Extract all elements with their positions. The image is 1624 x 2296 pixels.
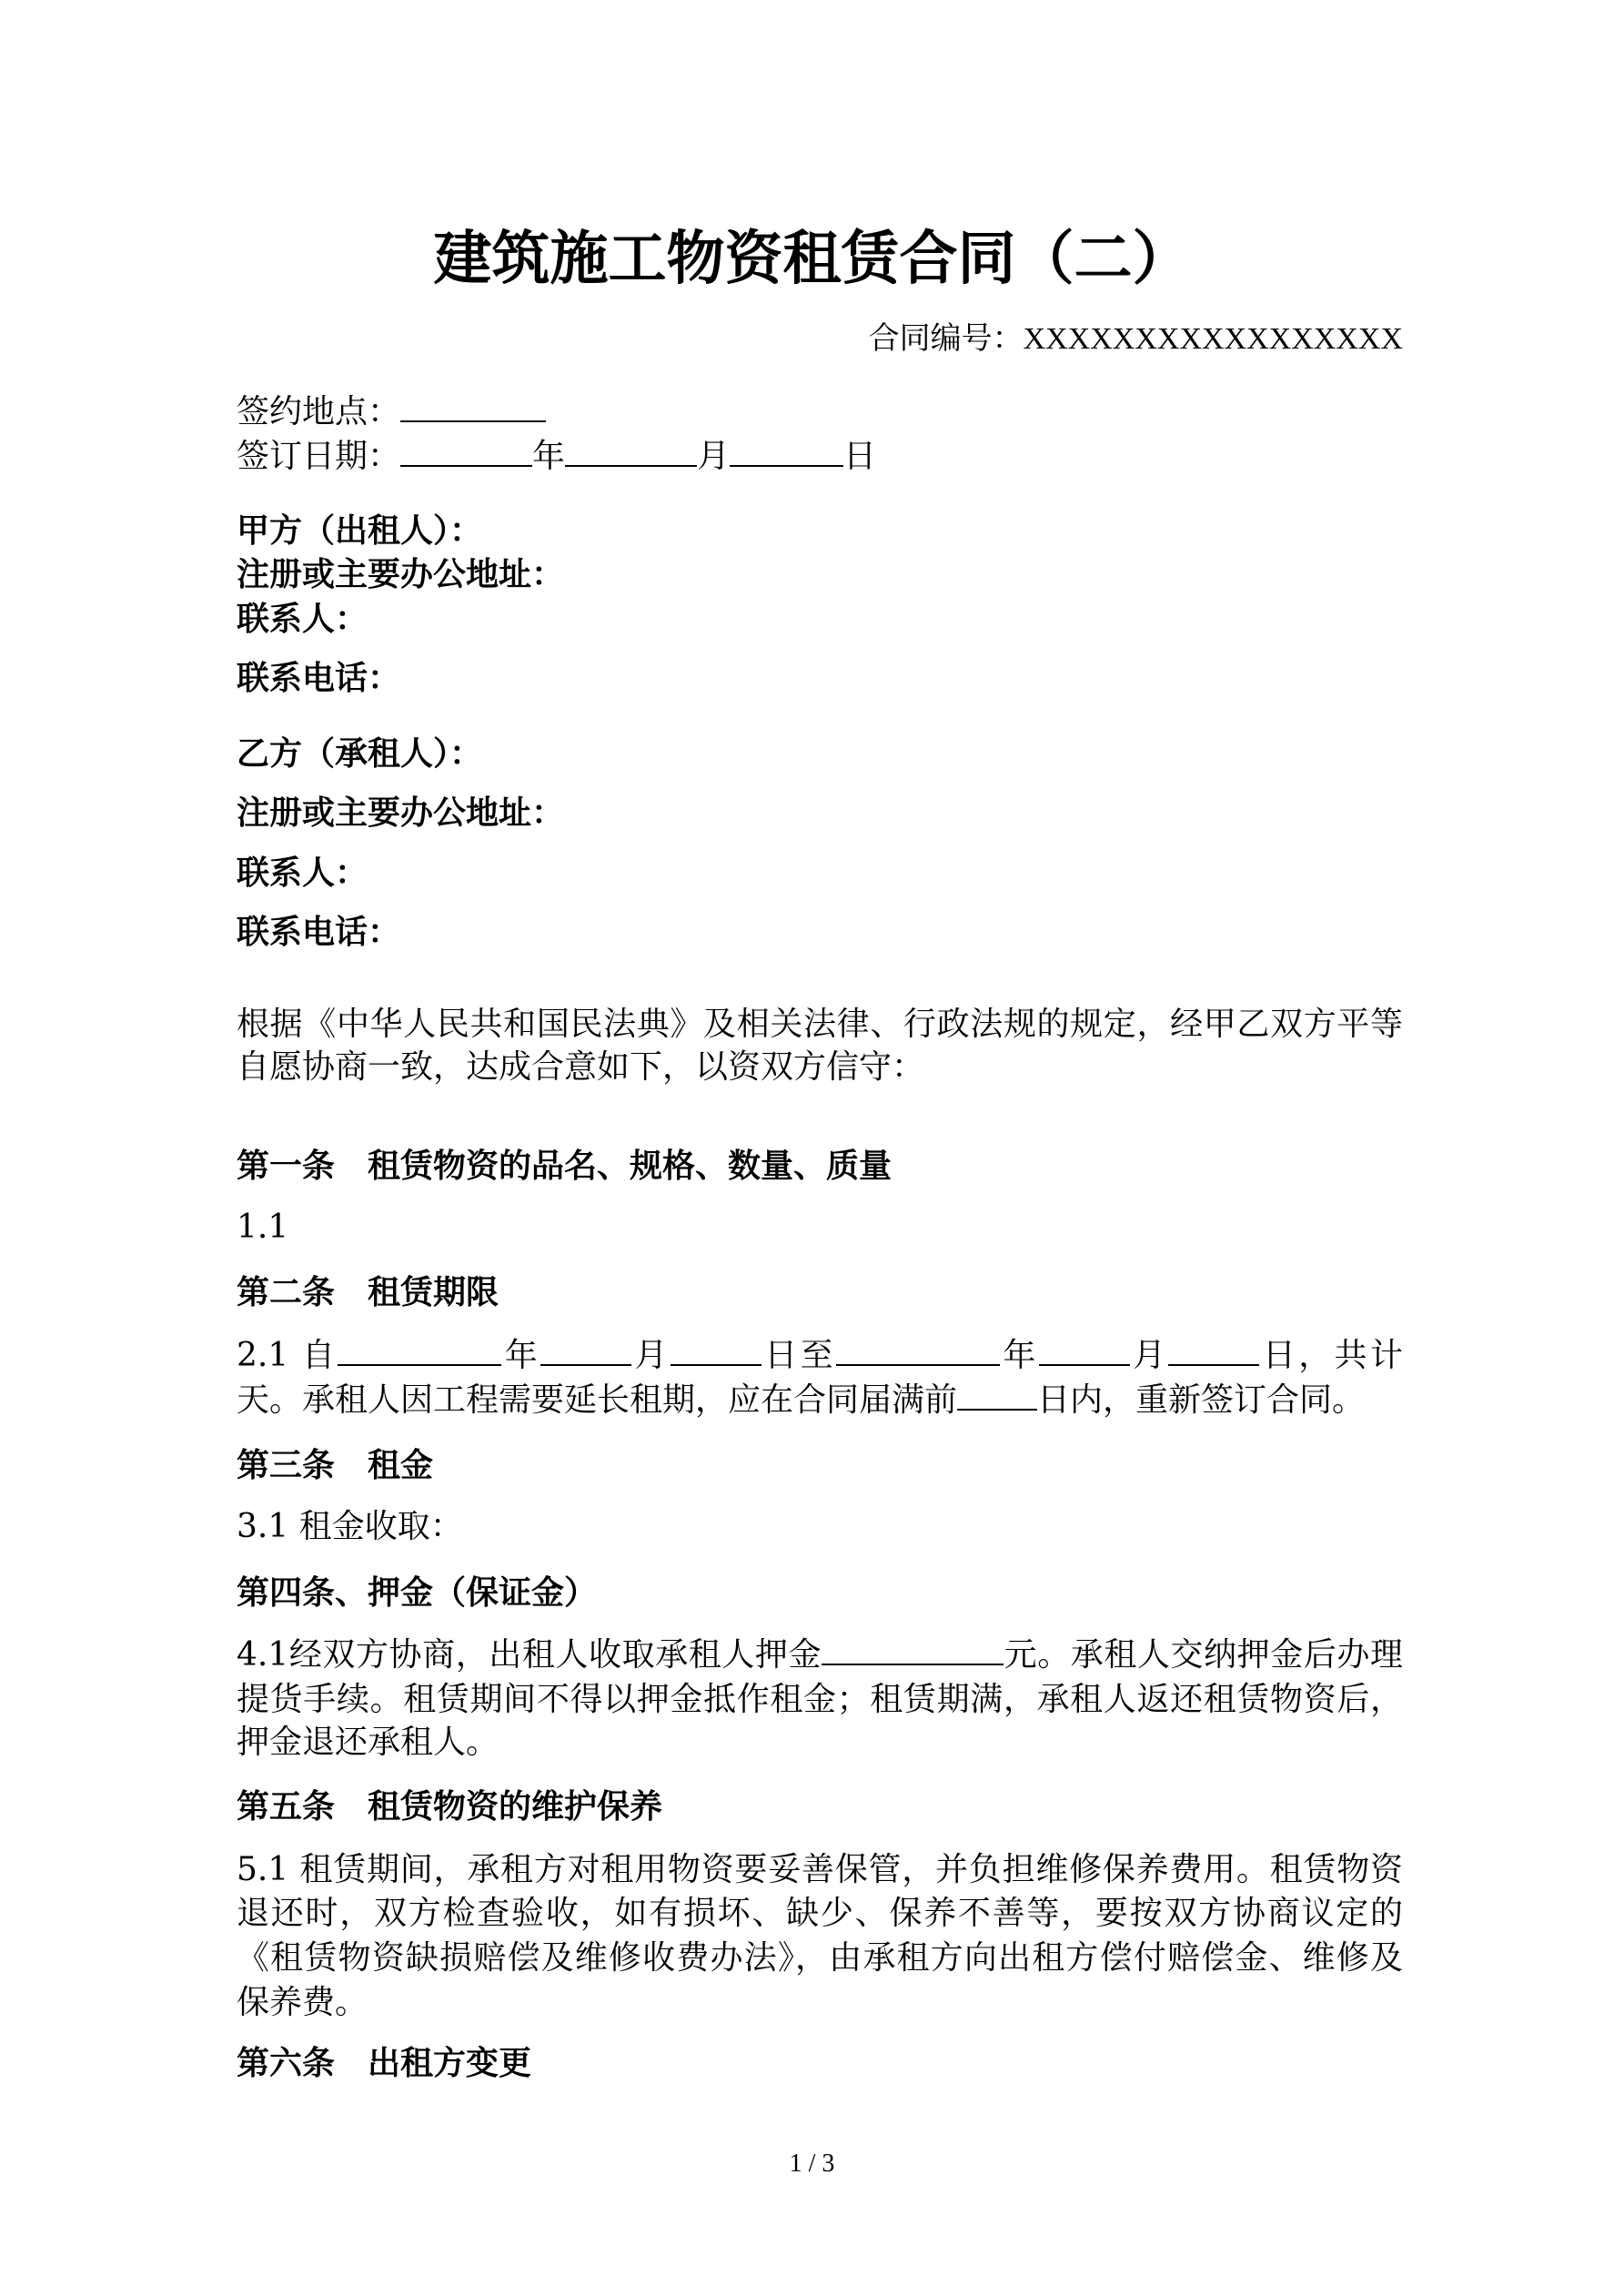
article-4-heading: 第四条、押金（保证金） (237, 1573, 598, 1612)
preamble-line: 自愿协商一致，达成合意如下，以资双方信守： (237, 1048, 925, 1086)
party-a-contact: 联系人： (237, 600, 368, 638)
blank (1039, 1337, 1130, 1366)
article-title: 租赁期限 (368, 1273, 499, 1311)
article-3-heading (237, 1445, 433, 1485)
party-b-phone: 联系电话： (237, 913, 401, 951)
contract-number (869, 319, 1403, 359)
party-b-contact: 联系人： (237, 854, 368, 892)
party-a-address: 注册或主要办公地址： (237, 555, 565, 593)
text: 元。承租人交纳押金后办理 (1004, 1636, 1403, 1674)
text: 日，共计 (1259, 1337, 1403, 1374)
article-title: 出租方变更 (368, 2044, 532, 2082)
article-number: 第一条 (237, 1147, 336, 1185)
article-number: 第六条 (237, 2044, 336, 2082)
clause-2-1 (237, 1336, 1403, 1376)
clause-3-1: 3.1 租金收取： (237, 1508, 463, 1545)
text: 4.1经双方协商，出租人收取承租人押金 (237, 1636, 822, 1674)
clause-5-1-cont: 《租赁物资缺损赔偿及维修收费办法》，由承租方向出租方偿付赔偿金、维修及 (237, 1939, 1403, 1977)
text: 月 (1129, 1337, 1169, 1374)
text: 日内，重新签订合同。 (1037, 1381, 1366, 1419)
article-1-heading (237, 1146, 892, 1186)
sign-date (237, 437, 876, 477)
article-2-heading (237, 1272, 499, 1312)
clause-2-1-cont (237, 1381, 1365, 1421)
page-number: 1 / 3 (789, 2149, 835, 2178)
article-number: 第五条 (237, 1787, 336, 1826)
blank (338, 1337, 501, 1366)
clause-5-1: 5.1 租赁期间，承租方对租用物资要妥善保管，并负担维修保养费用。租赁物资 (237, 1851, 1403, 1888)
sign-place (237, 392, 546, 432)
article-number: 第三条 (237, 1446, 336, 1484)
article-title: 租赁物资的品名、规格、数量、质量 (368, 1147, 893, 1185)
document-title: 建筑施工物资租赁合同（二） (433, 225, 1191, 293)
text: 年 (501, 1337, 541, 1374)
clause-4-1-cont: 押金退还承租人。 (237, 1724, 499, 1761)
blank (671, 1337, 762, 1366)
blank (957, 1381, 1037, 1411)
blank (400, 393, 546, 422)
sign-place-label: 签约地点： (237, 393, 401, 430)
blank (730, 438, 843, 467)
blank (836, 1337, 1000, 1366)
contract-number-label: 合同编号： (868, 320, 1024, 357)
text: 2.1 自 (237, 1337, 338, 1374)
blank (565, 438, 697, 467)
blank (1168, 1337, 1259, 1366)
clause-5-1-cont: 退还时，双方检查验收，如有损坏、缺少、保养不善等，要按双方协商议定的 (237, 1895, 1403, 1932)
year-label: 年 (532, 438, 566, 475)
blank (540, 1337, 631, 1366)
clause-5-1-cont: 保养费。 (237, 1984, 368, 2021)
sign-date-label: 签订日期： (237, 438, 401, 475)
text: 年 (1000, 1337, 1039, 1374)
clause-1-1: 1.1 (237, 1209, 289, 1246)
blank (822, 1636, 1004, 1665)
article-6-heading (237, 2043, 531, 2083)
blank (400, 438, 532, 467)
day-label: 日 (843, 438, 877, 475)
article-number: 第二条 (237, 1273, 336, 1311)
text: 天。承租人因工程需要延长租期，应在合同届满前 (237, 1381, 958, 1419)
article-title: 租金 (368, 1446, 434, 1484)
party-a-phone: 联系电话： (237, 659, 401, 697)
preamble-line: 根据《中华人民共和国民法典》及相关法律、行政法规的规定，经甲乙双方平等 (237, 1006, 1403, 1043)
party-a-title: 甲方（出租人）： (237, 511, 483, 550)
text: 日至 (761, 1337, 837, 1374)
clause-4-1 (237, 1635, 1403, 1675)
contract-number-value: XXXXXXXXXXXXXXXXX (1023, 322, 1403, 356)
party-b-title: 乙方（承租人）： (237, 734, 483, 773)
clause-4-1-cont: 提货手续。租赁期间不得以押金抵作租金；租赁期满，承租人返还租赁物资后， (237, 1681, 1403, 1718)
text: 月 (631, 1337, 671, 1374)
party-b-address: 注册或主要办公地址： (237, 794, 565, 832)
month-label: 月 (697, 438, 731, 475)
article-5-heading (237, 1786, 662, 1826)
article-title: 租赁物资的维护保养 (368, 1787, 663, 1826)
